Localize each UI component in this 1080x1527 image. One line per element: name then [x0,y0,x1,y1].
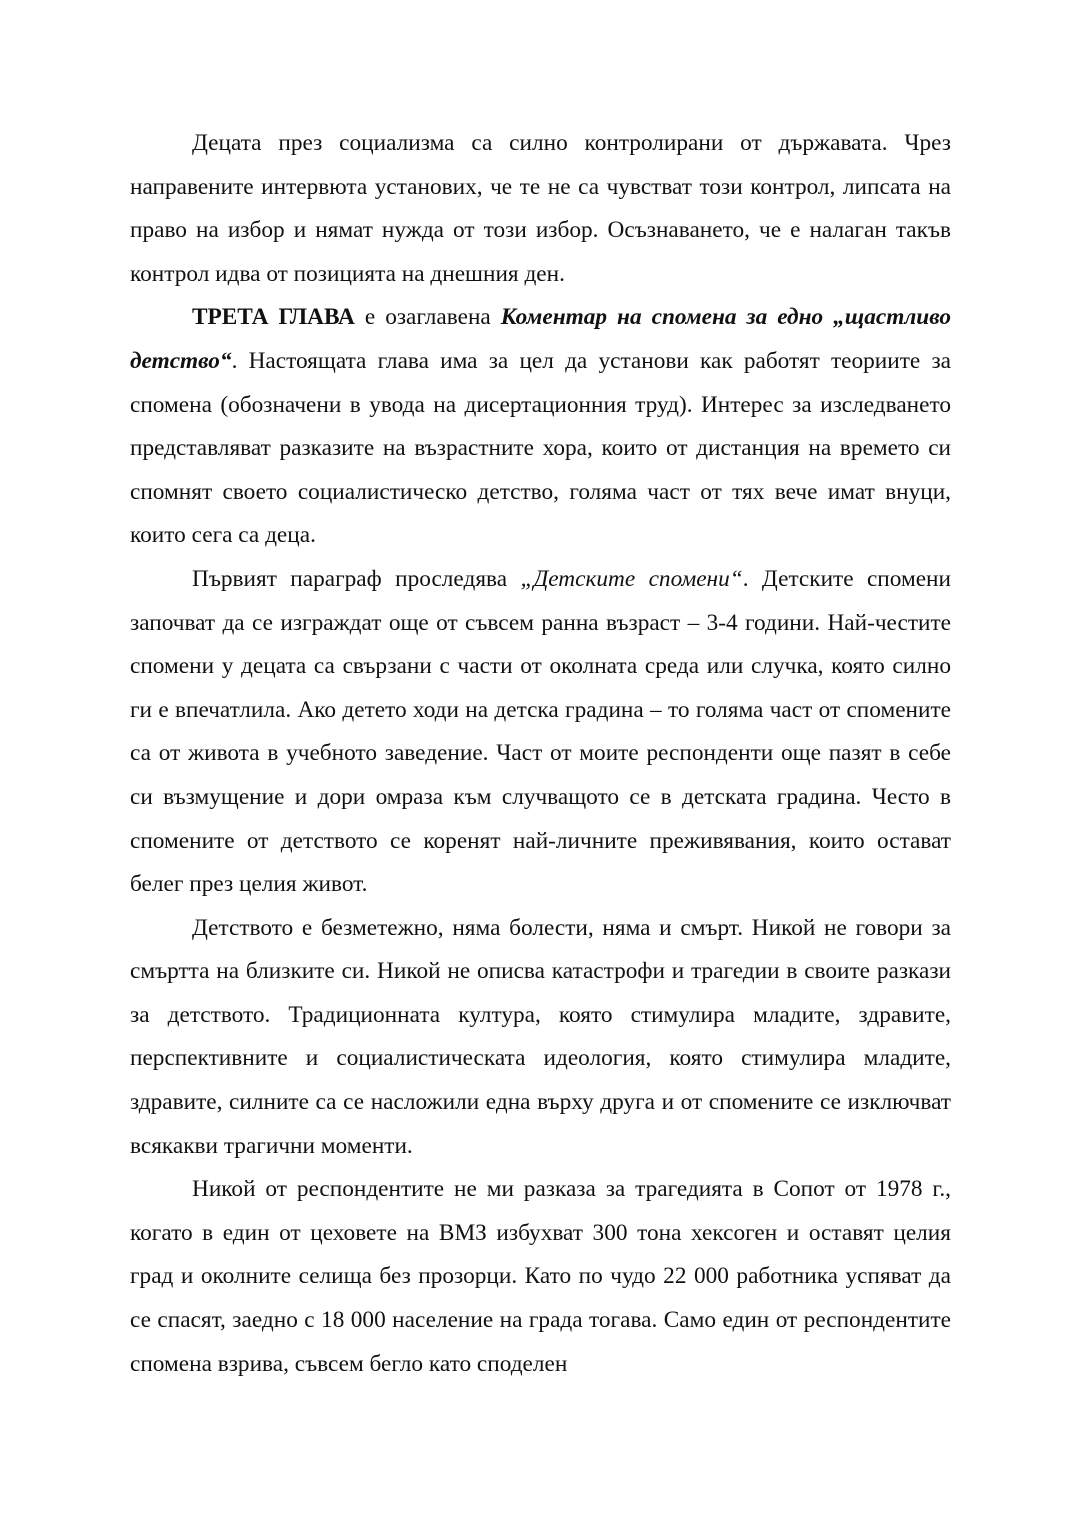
paragraph-2-connector: е озаглавена [354,304,501,331]
paragraph-4 [130,907,951,1169]
paragraph-2 [130,296,951,558]
paragraph-3-text: . Детските спомени започват да се изграждат още от съвсем ранна възраст – 3-4 години. Най-честите спомени у децата са свързани с части от околната среда или случка, която силно ги е впечатлила. Ако детето ходи на детска градина – то голяма част от спомените са от живота в учебното заведение. Част от моите респонденти още пазят в себе си възмущение и дори омраза към случващото се в детската градина. Често в спомените от детството се коренят най-личните преживявания, които остават белег през целия живот. [130,565,951,898]
paragraph-5 [130,1168,951,1386]
document-page [130,122,951,1386]
chapter-heading-inline: ТРЕТА ГЛАВА [192,304,355,331]
paragraph-1-text: Децата през социализма са силно контролирани от държавата. Чрез направените интервюта установих, че те не са чувстват този контрол, липсата на право на избор и нямат нужда от този избор. Осъзнаването, че е налаган такъв контрол идва от позицията на днешния ден. [130,130,951,287]
section-title-inline: „Детските спомени“ [520,565,743,592]
chapter-title-inline: Коментар на спомена за едно „щастливо детство“ [130,304,951,374]
paragraph-5-text: Никой от респондентите не ми разказа за трагедията в Сопот от 1978 г., когато в един от цеховете на ВМЗ избухват 300 тона хексоген и оставят целия град и околните селища без прозорци. Като по чудо 22 000 работника успяват да се спасят, заедно с 18 000 население на града тогава. Само един от респондентите спомена взрива, съвсем бегло като споделен [130,1176,951,1377]
paragraph-3-lead: Първият параграф проследява [192,565,521,592]
paragraph-2-text: . Настоящата глава има за цел да установи как работят теориите за спомена (обозначени в увода на дисертационния труд). Интерес за изследването представляват разказите на възрастните хора, които от дистанция на времето си спомнят своето социалистическо детство, голяма част от тях вече имат внуци, които сега са деца. [130,347,951,549]
paragraph-1 [130,122,951,296]
paragraph-3 [130,558,951,907]
paragraph-4-text: Детството е безметежно, няма болести, няма и смърт. Никой не говори за смъртта на близките си. Никой не описва катастрофи и трагедии в своите разкази за детството. Традиционната култура, която стимулира младите, здравите, перспективните и социалистическата идеология, която стимулира младите, здравите, силните са се насложили една върху друга и от спомените се изключват всякакви трагични моменти. [130,914,951,1159]
